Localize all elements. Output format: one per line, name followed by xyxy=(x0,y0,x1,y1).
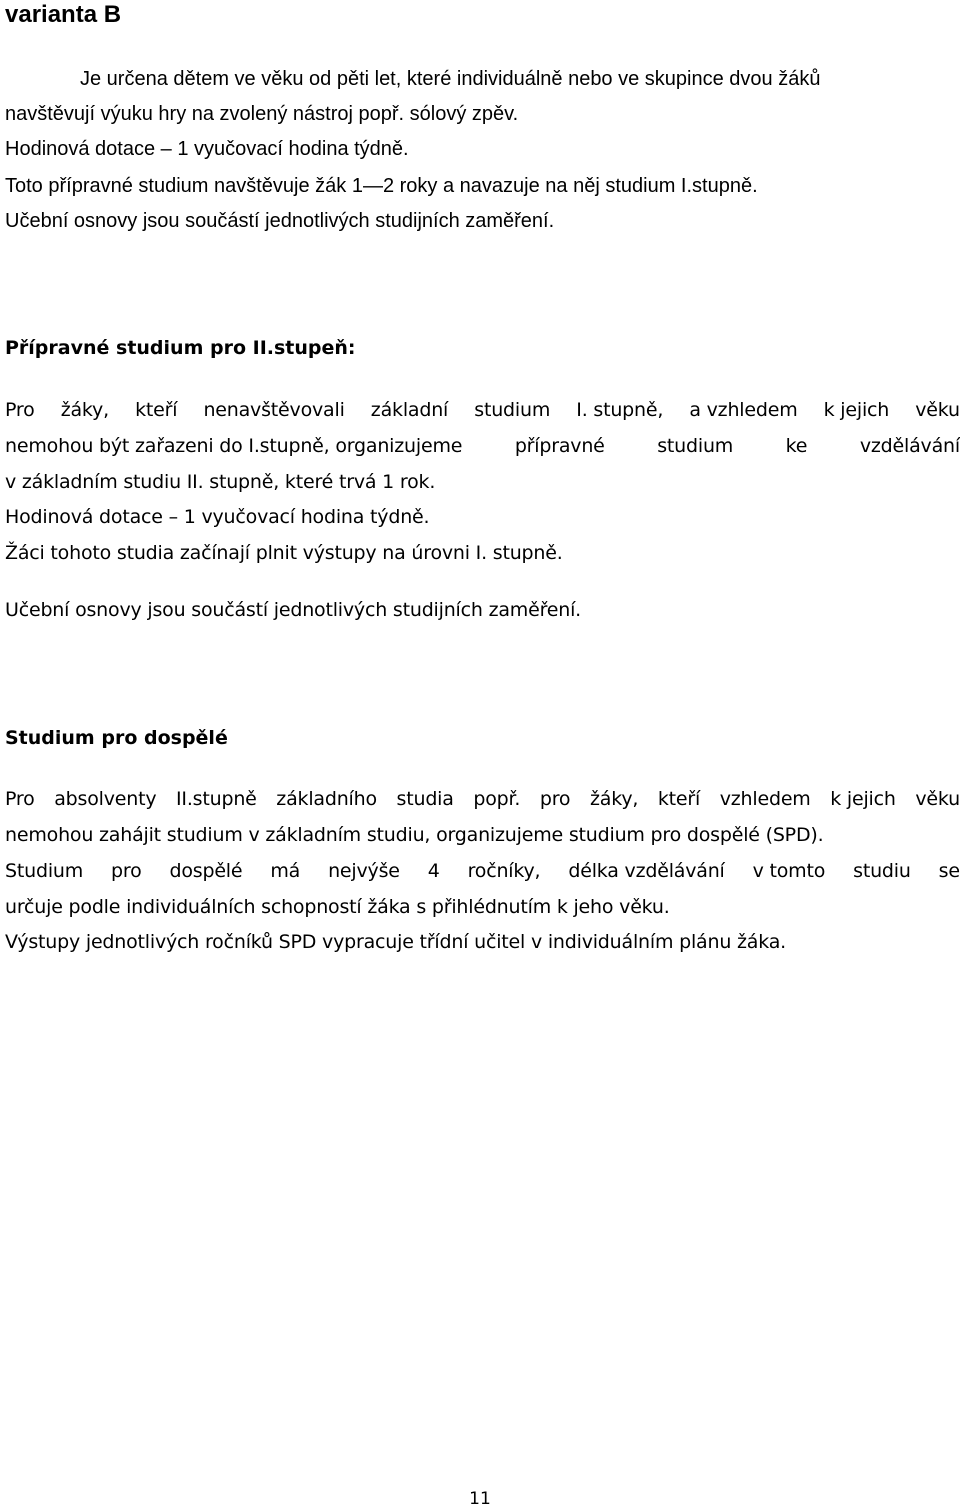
word: základního xyxy=(276,788,377,810)
paragraph-line: Učební osnovy jsou součástí jednotlivých studijních zaměření. xyxy=(5,599,582,621)
word: přípravné xyxy=(514,435,605,457)
paragraph-line: určuje podle individuálních schopností žáka s přihlédnutím k jeho věku. xyxy=(5,896,670,918)
page-title: varianta B xyxy=(5,1,122,28)
word: kteří xyxy=(657,788,701,810)
word: pro xyxy=(111,860,142,882)
word: II.stupně xyxy=(176,788,257,810)
word: kteří xyxy=(135,399,178,421)
justified-line xyxy=(5,857,960,885)
word: popř. xyxy=(473,788,521,810)
word: a vzhledem xyxy=(689,399,798,421)
paragraph-line: Učební osnovy jsou součástí jednotlivých studijních zaměření. xyxy=(5,210,555,232)
word: ke xyxy=(785,435,808,457)
word: studiu xyxy=(853,860,911,882)
word: délka vzdělávání xyxy=(568,860,725,882)
justified-line xyxy=(5,785,960,813)
word: Pro xyxy=(5,788,35,810)
word: k jejich xyxy=(823,399,890,421)
word: se xyxy=(938,860,960,882)
word: studium xyxy=(657,435,734,457)
word: 4 xyxy=(427,860,440,882)
paragraph-line: nemohou zahájit studium v základním studiu, organizujeme studium pro dospělé (SPD). xyxy=(5,824,824,846)
word: základní xyxy=(370,399,449,421)
paragraph-line: navštěvují výuku hry na zvolený nástroj popř. sólový zpěv. xyxy=(5,103,519,125)
paragraph-line: Výstupy jednotlivých ročníků SPD vypracuje třídní učitel v individuálním plánu žáka. xyxy=(5,931,786,953)
word: pro xyxy=(539,788,571,810)
word: ročníky, xyxy=(467,860,541,882)
word: má xyxy=(270,860,301,882)
paragraph-line: Je určena dětem ve věku od pěti let, které individuálně nebo ve skupince dvou žáků xyxy=(80,68,821,90)
word: studia xyxy=(396,788,454,810)
word: věku xyxy=(915,788,960,810)
section-heading: Studium pro dospělé xyxy=(5,727,228,749)
paragraph-line: Hodinová dotace – 1 vyučovací hodina týdně. xyxy=(5,506,430,528)
word: I. stupně, xyxy=(576,399,664,421)
word: k jejich xyxy=(830,788,896,810)
justified-line xyxy=(5,432,960,460)
word: žáky, xyxy=(60,399,109,421)
word: studium xyxy=(474,399,551,421)
word: Studium xyxy=(5,860,84,882)
page-number: 11 xyxy=(469,1489,491,1509)
word: vzdělávání xyxy=(859,435,960,457)
word: dospělé xyxy=(169,860,243,882)
paragraph-line: Toto přípravné studium navštěvuje žák 1—2 roky a navazuje na něj studium I.stupně. xyxy=(5,175,758,197)
word: v tomto xyxy=(752,860,826,882)
paragraph-line: Žáci tohoto studia začínají plnit výstupy na úrovni I. stupně. xyxy=(5,542,563,564)
justified-line xyxy=(5,396,960,424)
word: nenavštěvovali xyxy=(203,399,345,421)
section-heading: Přípravné studium pro II.stupeň: xyxy=(5,337,356,359)
paragraph-line: Hodinová dotace – 1 vyučovací hodina týdně. xyxy=(5,138,409,160)
word: nemohou být zařazeni do I.stupně, organizujeme xyxy=(5,435,463,457)
word: Pro xyxy=(5,399,35,421)
word: žáky, xyxy=(589,788,639,810)
word: absolventy xyxy=(54,788,157,810)
paragraph-line: v základním studiu II. stupně, které trvá 1 rok. xyxy=(5,471,436,493)
word: vzhledem xyxy=(719,788,811,810)
word: věku xyxy=(915,399,960,421)
word: nejvýše xyxy=(328,860,400,882)
